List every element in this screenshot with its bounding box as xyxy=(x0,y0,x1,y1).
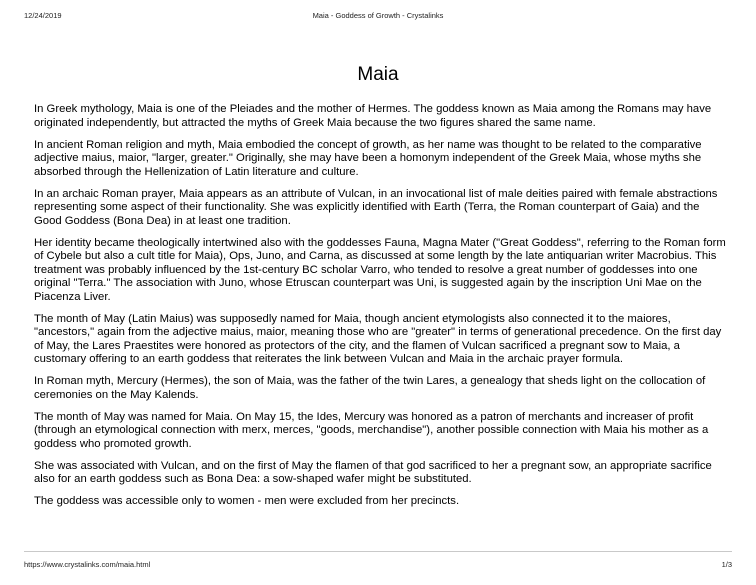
page-url: https://www.crystalinks.com/maia.html xyxy=(24,560,151,569)
paragraph: The goddess was accessible only to women - men were excluded from her precincts. xyxy=(34,495,460,507)
print-doc-title: Maia - Goddess of Growth - Crystalinks xyxy=(312,11,444,20)
paragraph: Her identity became theologically intertwined also with the goddesses Fauna, Magna Mater ("Great Goddess", referring to the Roman form of Cybele but also a cult title for Maia), Ops, Juno, and Carna, as discussed at some length by the late antiquarian writer Macrobius. This treatment was probably influenced by the 1st-century BC scholar Varro, who tended to resolve a great number of goddesses into one original "Terra." The association with Juno, whose Etruscan counterpart was Uni, is suggested again by the inscription Uni Mae on the Piacenza Liver. xyxy=(34,236,726,303)
print-footer xyxy=(24,560,732,572)
paragraph: The month of May was named for Maia. On May 15, the Ides, Mercury was honored as a patron of merchants and increaser of profit (through an etymological connection with merx, merces, "goods, merchandise"), another possible connection with Maia his mother as a goddess who promoted growth. xyxy=(34,410,709,450)
paragraph: The month of May (Latin Maius) was supposedly named for Maia, though ancient etymologists also connected it to the maiores, "ancestors," again from the adjective maius, maior, meaning those who are "greater" in terms of generational precedence. On the first day of May, the Lares Praestites were honored as protectors of the city, and the flamen of Vulcan sacrificed a pregnant sow to Maia, a customary offering to an earth goddess that reiterates the link between Vulcan and Maia in the archaic prayer formula. xyxy=(34,312,722,365)
paragraph: In Greek mythology, Maia is one of the Pleiades and the mother of Hermes. The goddess known as Maia among the Romans may have originated independently, but attracted the myths of Greek Maia because the two figures shared the same name. xyxy=(34,103,712,129)
page-number: 1/3 xyxy=(721,560,732,569)
page-title: Maia xyxy=(357,64,399,85)
footer-divider xyxy=(24,551,732,552)
paragraph: In an archaic Roman prayer, Maia appears as an attribute of Vulcan, in an invocational list of male deities paired with female abstractions representing some aspect of their functionality. She was explicitly identified with Earth (Terra, the Roman counterpart of Gaia) and the Good Goddess (Bona Dea) in at least one tradition. xyxy=(34,187,718,227)
print-header xyxy=(24,11,732,23)
paragraph: She was associated with Vulcan, and on the first of May the flamen of that god sacrificed to her a pregnant sow, an appropriate sacrifice also for an earth goddess such as Bona Dea: a sow-shaped wafer might be substituted. xyxy=(34,459,712,485)
paragraph: In ancient Roman religion and myth, Maia embodied the concept of growth, as her name was thought to be related to the comparative adjective maius, maior, "larger, greater." Originally, she may have been a homonym independent of the Greek Maia, whose myths she absorbed through the Hellenization of Latin literature and culture. xyxy=(34,138,702,178)
paragraph: In Roman myth, Mercury (Hermes), the son of Maia, was the father of the twin Lares, a genealogy that sheds light on the collocation of ceremonies on the May Kalends. xyxy=(34,375,706,401)
article-body xyxy=(34,103,730,517)
print-date: 12/24/2019 xyxy=(24,11,62,20)
